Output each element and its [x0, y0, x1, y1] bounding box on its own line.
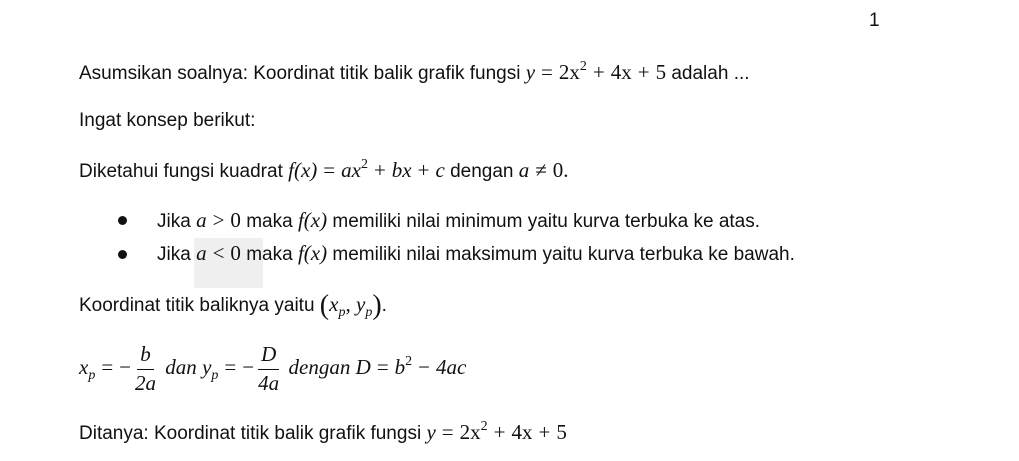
math-term: 4x — [511, 420, 533, 444]
math-exp: 2 — [405, 354, 413, 370]
fraction — [135, 342, 156, 396]
asked-line — [79, 420, 567, 445]
math-op: > — [212, 208, 225, 232]
vertex-formula — [79, 342, 466, 396]
math-op: < — [212, 241, 225, 265]
bullet-text: memiliki nilai minimum yaitu kurva terbuka ke atas. — [332, 211, 761, 232]
known-text: Diketahui fungsi kuadrat — [79, 161, 283, 182]
bullet-icon — [118, 250, 127, 259]
bullet-item — [157, 208, 760, 233]
math-word: dan — [165, 355, 197, 380]
question-text: Asumsikan soalnya: Koordinat titik balik grafik fungsi — [79, 63, 521, 84]
math-term: f(x) — [297, 241, 328, 265]
bullet-text: maka — [246, 211, 293, 232]
paren: ) — [372, 290, 382, 321]
question-line — [79, 60, 750, 85]
math-term: f(x) — [297, 208, 328, 232]
bullet-item — [157, 241, 795, 266]
math-op: + — [493, 420, 506, 444]
math-var: a — [518, 158, 530, 182]
question-tail: adalah ... — [671, 63, 750, 84]
math-term: ax — [341, 158, 361, 182]
math-op: + — [417, 158, 430, 182]
math-term: 0 — [230, 208, 241, 232]
math-op: + — [538, 420, 551, 444]
math-op: = — [101, 355, 114, 380]
math-term: 4x — [610, 60, 632, 84]
math-exp: 2 — [480, 419, 488, 434]
math-op: = — [376, 355, 389, 380]
denominator: 2a — [135, 371, 157, 395]
math-sub: p — [211, 368, 219, 384]
asked-text: Ditanya: Koordinat titik balik grafik fungsi — [79, 423, 422, 444]
math-term: bx — [391, 158, 412, 182]
numerator: b — [137, 342, 154, 370]
math-op: = — [441, 420, 454, 444]
math-op: + — [373, 158, 386, 182]
numerator: D — [258, 342, 279, 370]
math-var: D — [355, 355, 371, 380]
math-op: = — [541, 60, 553, 84]
bullet-icon — [118, 216, 127, 225]
math-word: dengan — [288, 355, 351, 380]
math-op: − — [418, 355, 431, 380]
math-term: 5 — [655, 60, 667, 84]
math-op: = — [323, 158, 336, 182]
bullet-text: Jika — [157, 244, 191, 265]
bullet-text: memiliki nilai maksimum yaitu kurva terbuka ke bawah. — [332, 244, 795, 265]
math-var: b — [394, 355, 406, 380]
math-term: 4ac — [436, 355, 467, 380]
math-sub: p — [88, 368, 96, 384]
math-exp: 2 — [579, 59, 587, 74]
math-term: 5 — [556, 420, 567, 444]
known-line — [79, 158, 569, 183]
math-op: − — [119, 355, 132, 380]
bullet-text: Jika — [157, 211, 191, 232]
math-var: a — [196, 208, 207, 232]
page-number: 1 — [869, 10, 880, 31]
math-op: + — [637, 60, 650, 84]
math-var: y — [426, 420, 436, 444]
math-term: 0 — [230, 241, 241, 265]
paren: ( — [319, 290, 330, 321]
math-op: = — [224, 355, 237, 380]
math-var: y — [355, 292, 366, 316]
math-op: − — [242, 355, 255, 380]
math-sub: p — [338, 305, 346, 320]
math-term: 2x — [558, 60, 580, 84]
math-term: f(x) — [288, 158, 318, 182]
concept-heading: Ingat konsep berikut: — [79, 110, 256, 131]
math-op: + — [592, 60, 605, 84]
math-var: x — [329, 292, 339, 316]
math-term: 0. — [552, 158, 569, 182]
math-term: c — [435, 158, 445, 182]
fraction — [258, 342, 279, 396]
bullet-text: maka — [246, 244, 293, 265]
vertex-text: Koordinat titik baliknya yaitu — [79, 295, 315, 316]
known-mid: dengan — [450, 161, 514, 182]
math-var: y — [202, 355, 212, 380]
math-term: 2x — [459, 420, 481, 444]
math-var: y — [525, 60, 536, 84]
math-comma: , — [345, 292, 351, 316]
math-op: ≠ — [535, 158, 547, 182]
math-sub: p — [365, 305, 373, 320]
period: . — [381, 295, 387, 316]
math-var: x — [79, 355, 89, 380]
vertex-line — [79, 290, 387, 322]
math-var: a — [196, 241, 207, 265]
denominator: 4a — [258, 371, 280, 395]
math-exp: 2 — [360, 157, 368, 172]
